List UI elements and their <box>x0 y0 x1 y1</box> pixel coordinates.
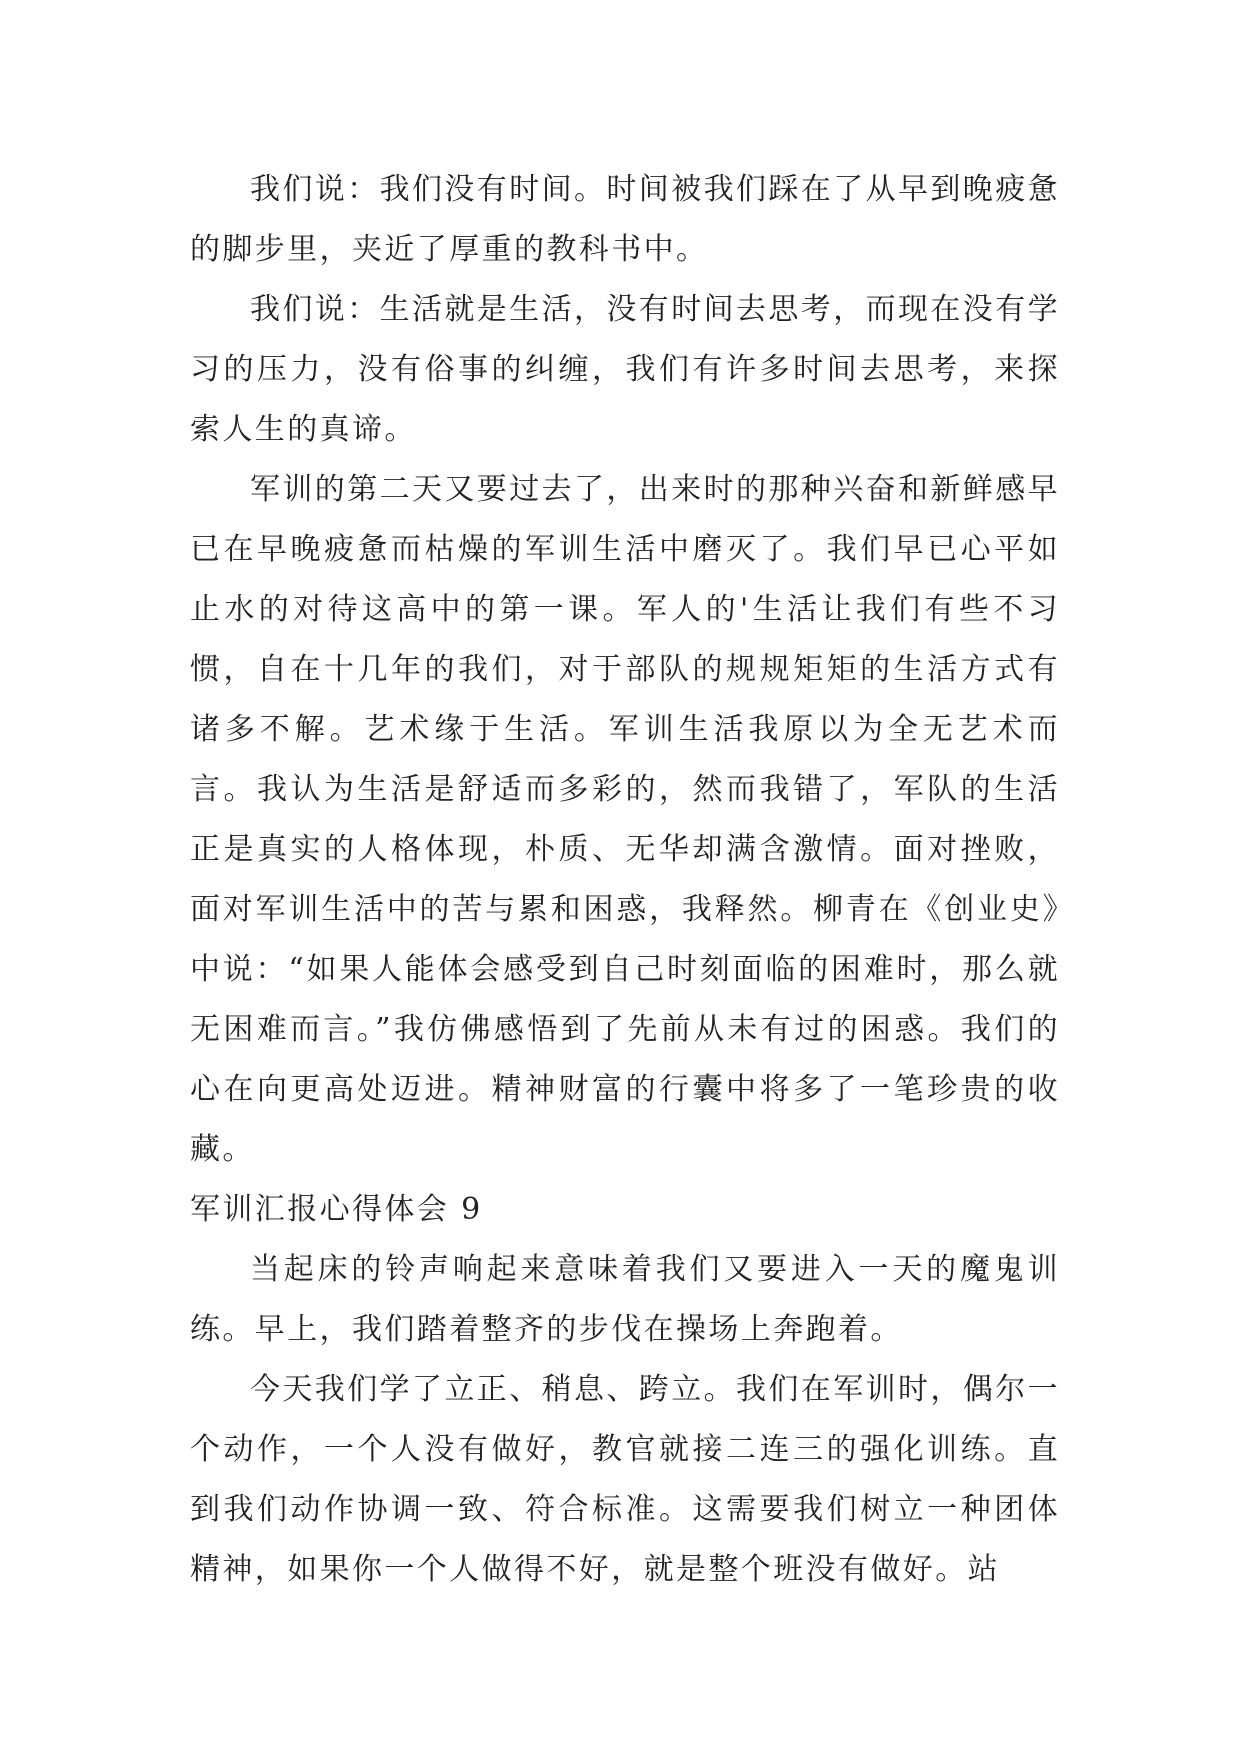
section-title: 军训汇报心得体会 9 <box>190 1192 483 1227</box>
paragraph-second-day: 军训的第二天又要过去了，出来时的那种兴奋和新鲜感早已在早晚疲惫而枯燥的军训生活中磨灭了。我们早已心平如止水的对待这高中的第一课。军人的'生活让我们有些不习惯，自在十几年的我们，对于部队的规规矩矩的生活方式有诸多不解。艺术缘于生活。军训生活我原以为全无艺术而言。我认为生活是舒适而多彩的，然而我错了，军队的生活正是真实的人格体现，朴质、无华却满含激情。面对挫败，面对军训生活中的苦与累和困惑，我释然。柳青在《创业史》中说：“如果人能体会感受到自己时刻面临的困难时，那么就无困难而言。”我仿佛感悟到了先前从未有过的困惑。我们的心在向更高处迈进。精神财富的行囊中将多了一笔珍贵的收藏。 <box>190 472 1060 1167</box>
document-body <box>190 160 1060 1600</box>
paragraph-morning: 当起床的铃声响起来意味着我们又要进入一天的魔鬼训练。早上，我们踏着整齐的步伐在操场上奔跑着。 <box>190 1252 1060 1347</box>
paragraph-today: 今天我们学了立正、稍息、跨立。我们在军训时，偶尔一个动作，一个人没有做好，教官就接二连三的强化训练。直到我们动作协调一致、符合标准。这需要我们树立一种团体精神，如果你一个人做得不好，就是整个班没有做好。站 <box>190 1372 1060 1587</box>
paragraph-time: 我们说：我们没有时间。时间被我们踩在了从早到晚疲惫的脚步里，夹近了厚重的教科书中。 <box>190 172 1060 267</box>
paragraph-life: 我们说：生活就是生活，没有时间去思考，而现在没有学习的压力，没有俗事的纠缠，我们有许多时间去思考，来探索人生的真谛。 <box>190 292 1060 447</box>
